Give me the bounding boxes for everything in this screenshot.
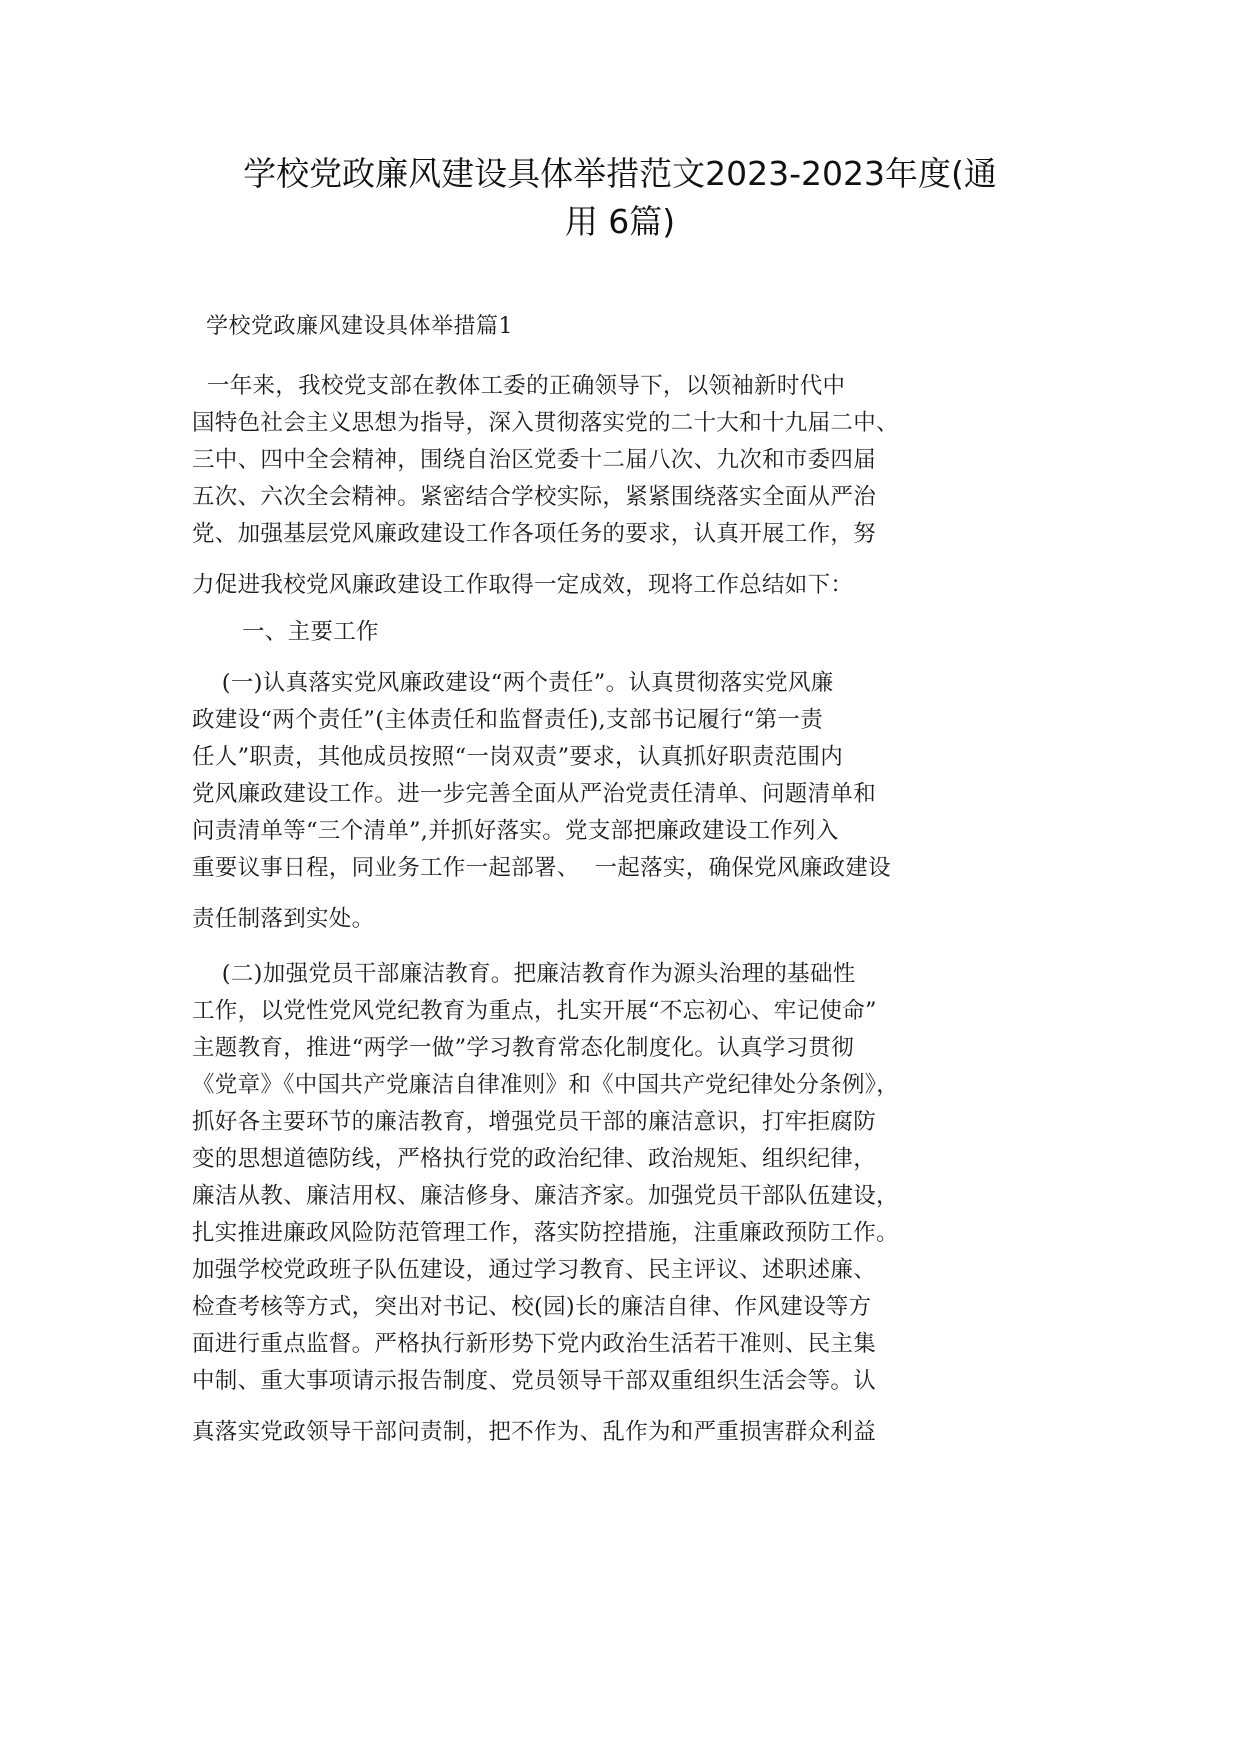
text-line: 抓好各主要环节的廉洁教育，增强党员干部的廉洁意识，打牢拒腐防	[192, 1109, 877, 1135]
text-line: 任人”职责，其他成员按照“一岗双责”要求，认真抓好职责范围内	[192, 744, 844, 770]
text-line: 工作，以党性党风党纪教育为重点，扎实开展“不忘初心、牢记使命”	[192, 998, 877, 1024]
document-body	[192, 310, 1054, 1451]
title-line-1: 学校党政廉风建设具体举措范文2023-2023年度(通	[243, 154, 997, 193]
section-subtitle: 学校党政廉风建设具体举措篇1	[206, 314, 513, 339]
heading-main-work: 一、主要工作	[242, 619, 379, 645]
text-line: 政建设“两个责任”(主体责任和监督责任),支部书记履行“第一责	[192, 707, 824, 733]
text-line: 党风廉政建设工作。进一步完善全面从严治党责任清单、问题清单和	[192, 781, 877, 807]
text-line: 国特色社会主义思想为指导，深入贯彻落实党的二十大和十九届二中、	[192, 410, 899, 436]
text-line: 《党章》《中国共产党廉洁自律准则》和《中国共产党纪律处分条例》，	[192, 1072, 900, 1098]
title-line-2: 用 6篇)	[564, 202, 676, 241]
text-line: 责任制落到实处。	[192, 906, 375, 932]
paragraph-responsibility	[192, 665, 1054, 938]
text-line: 加强学校党政班子队伍建设，通过学习教育、民主评议、述职述廉、	[192, 1257, 877, 1283]
text-line: (二)加强党员干部廉洁教育。把廉洁教育作为源头治理的基础性	[192, 961, 856, 987]
text-line: 扎实推进廉政风险防范管理工作，落实防控措施，注重廉政预防工作。	[192, 1220, 899, 1246]
text-line: 问责清单等“三个清单”,并抓好落实。党支部把廉政建设工作列入	[192, 818, 839, 844]
text-line: 面进行重点监督。严格执行新形势下党内政治生活若干准则、民主集	[192, 1331, 877, 1357]
text-line: 中制、重大事项请示报告制度、党员领导干部双重组织生活会等。认	[192, 1368, 877, 1394]
paragraph-intro	[192, 368, 1054, 604]
text-line: 三中、四中全会精神，围绕自治区党委十二届八次、九次和市委四届	[192, 447, 877, 473]
text-line: 真落实党政领导干部问责制，把不作为、乱作为和严重损害群众利益	[192, 1419, 877, 1445]
text-line: 党、加强基层党风廉政建设工作各项任务的要求，认真开展工作，努	[192, 521, 877, 547]
paragraph-education	[192, 956, 1054, 1451]
text-line: 主题教育，推进“两学一做”学习教育常态化制度化。认真学习贯彻	[192, 1035, 855, 1061]
text-line: 一年来，我校党支部在教体工委的正确领导下，以领袖新时代中	[192, 373, 846, 399]
text-line: 检查考核等方式，突出对书记、校(园)长的廉洁自律、作风建设等方	[192, 1294, 872, 1320]
text-line: 重要议事日程，同业务工作一起部署、 一起落实，确保党风廉政建设	[192, 855, 891, 881]
document-title	[190, 150, 1050, 246]
text-line: (一)认真落实党风廉政建设“两个责任”。认真贯彻落实党风廉	[192, 670, 834, 696]
text-line: 五次、六次全会精神。紧密结合学校实际，紧紧围绕落实全面从严治	[192, 484, 877, 510]
text-line: 力促进我校党风廉政建设工作取得一定成效，现将工作总结如下：	[192, 572, 854, 598]
text-line: 廉洁从教、廉洁用权、廉洁修身、廉洁齐家。加强党员干部队伍建设，	[192, 1183, 899, 1209]
text-line: 变的思想道德防线，严格执行党的政治纪律、政治规矩、组织纪律，	[192, 1146, 877, 1172]
